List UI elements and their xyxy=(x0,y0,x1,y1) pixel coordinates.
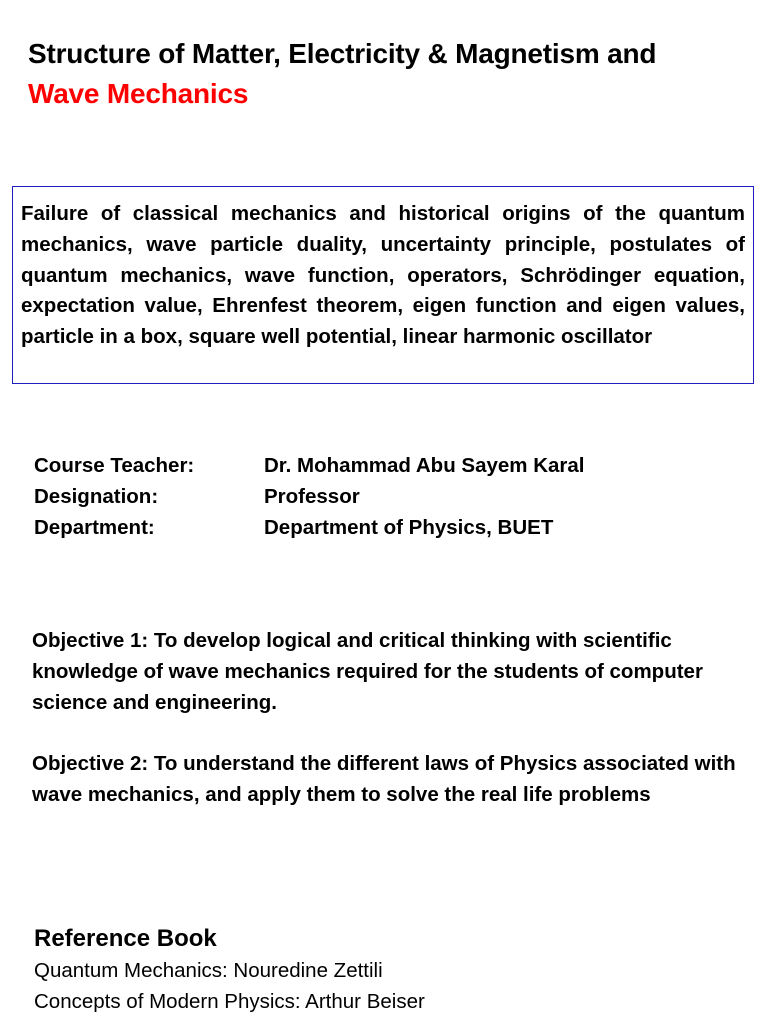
department-row xyxy=(34,513,585,544)
objective-1: Objective 1: To develop logical and critical thinking with scientific knowledge of wave mechanics required for the students of computer science and engineering. xyxy=(32,629,703,714)
department-value: Department of Physics, BUET xyxy=(264,515,554,539)
title-line-2: Wave Mechanics xyxy=(28,78,249,109)
course-teacher-row xyxy=(34,451,585,482)
objective-2: Objective 2: To understand the different laws of Physics associated with wave mechanics, and apply them to solve the real life problems xyxy=(32,752,736,807)
designation-value: Professor xyxy=(264,484,360,508)
reference-books xyxy=(34,922,425,1018)
page-title xyxy=(28,34,656,114)
topics-box xyxy=(12,186,754,384)
course-info xyxy=(34,451,585,543)
reference-item: Concepts of Modern Physics: Arthur Beiser xyxy=(34,989,425,1013)
designation-row xyxy=(34,482,585,513)
course-teacher-label: Course Teacher: xyxy=(34,454,195,477)
designation-label: Designation: xyxy=(34,484,159,508)
reference-heading: Reference Book xyxy=(34,925,217,952)
title-line-1: Structure of Matter, Electricity & Magnetism and xyxy=(28,38,657,69)
course-teacher-value: Dr. Mohammad Abu Sayem Karal xyxy=(264,454,585,477)
department-label: Department: xyxy=(34,515,155,539)
topics-text: Failure of classical mechanics and historical origins of the quantum mechanics, wave particle duality, uncertainty principle, postulates of quantum mechanics, wave function, operators, Schrödinger equation, expectation value, Ehrenfest theorem, eigen function and eigen values, particle in a box, square well potential, linear harmonic oscillator xyxy=(21,202,745,349)
reference-item: Quantum Mechanics: Nouredine Zettili xyxy=(34,959,383,982)
objectives xyxy=(32,626,744,811)
